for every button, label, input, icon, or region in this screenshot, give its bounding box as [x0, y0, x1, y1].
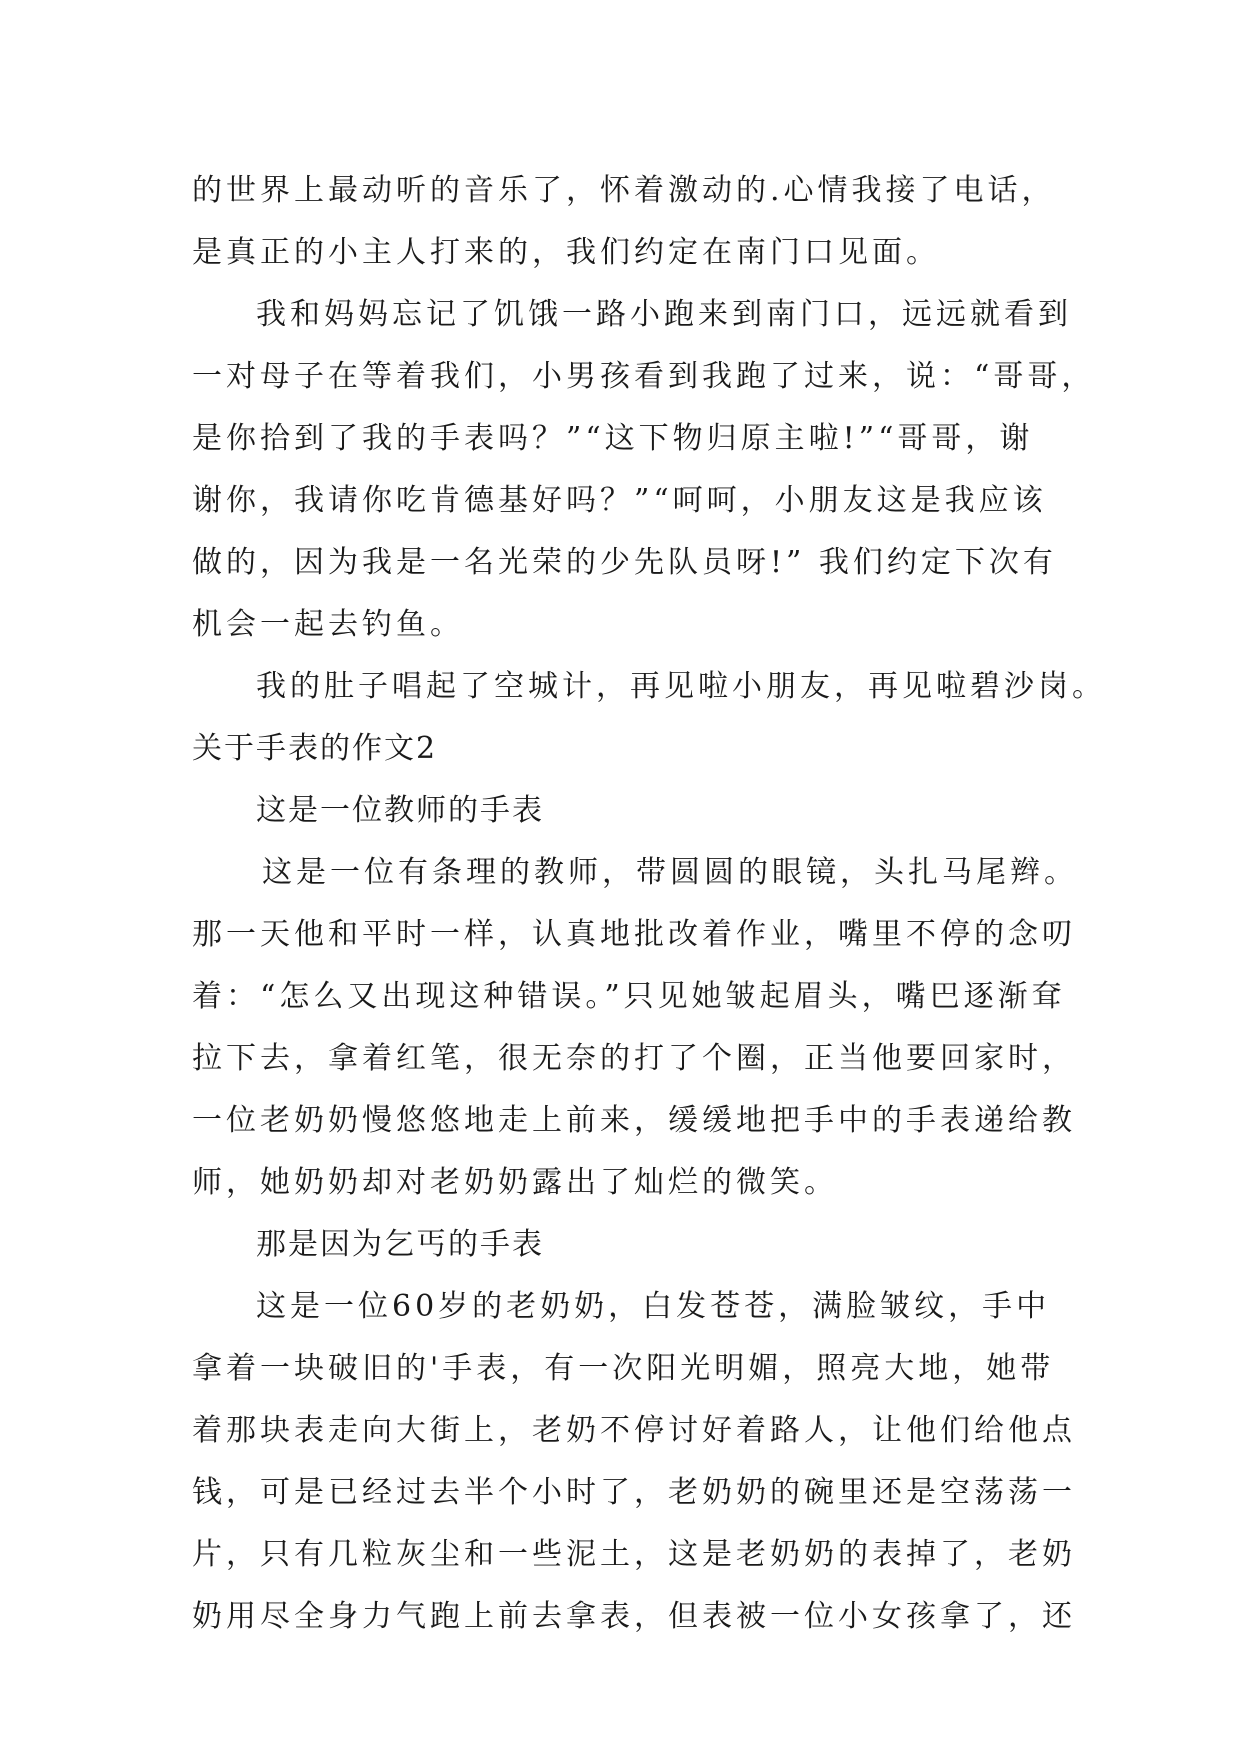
- text-line: 做的，因为我是一名光荣的少先队员呀!” 我们约定下次有: [192, 545, 1057, 580]
- text-line: 师，她奶奶却对老奶奶露出了灿烂的微笑。: [192, 1165, 838, 1200]
- essay-body: [192, 160, 1106, 1648]
- text-line: 一对母子在等着我们，小男孩看到我跑了过来，说：“哥哥，: [192, 359, 1096, 394]
- section-heading: 这是一位教师的手表: [256, 793, 544, 828]
- text-line: 机会一起去钓鱼。: [192, 607, 464, 642]
- paragraph-start: 我的肚子唱起了空城计，再见啦小朋友，再见啦碧沙岗。: [256, 669, 1106, 704]
- text-line: 谢你，我请你吃肯德基好吗？”“呵呵，小朋友这是我应该: [192, 483, 1047, 518]
- text-line: 着：“怎么又出现这种错误。”只见她皱起眉头，嘴巴逐渐耷: [192, 979, 1066, 1014]
- text-line: 是你拾到了我的手表吗？”“这下物归原主啦!”“哥哥，谢: [192, 421, 1034, 456]
- text-line: 着那块表走向大街上，老奶不停讨好着路人，让他们给他点: [192, 1413, 1076, 1448]
- text-line: 钱，可是已经过去半个小时了，老奶奶的碗里还是空荡荡一: [192, 1475, 1076, 1510]
- text-line: 奶用尽全身力气跑上前去拿表，但表被一位小女孩拿了，还: [192, 1599, 1076, 1634]
- text-line: 的世界上最动听的音乐了，怀着激动的.心情我接了电话，: [192, 173, 1056, 208]
- text-line: 拉下去，拿着红笔，很无奈的打了个圈，正当他要回家时，: [192, 1041, 1076, 1076]
- text-line: 一位老奶奶慢悠悠地走上前来，缓缓地把手中的手表递给教: [192, 1103, 1076, 1138]
- text-line: 片，只有几粒灰尘和一些泥土，这是老奶奶的表掉了，老奶: [192, 1537, 1076, 1572]
- text-line: 是真正的小主人打来的，我们约定在南门口见面。: [192, 235, 940, 270]
- essay-title: 关于手表的作文2: [192, 731, 438, 766]
- paragraph-start: 这是一位60岁的老奶奶，白发苍苍，满脸皱纹，手中: [256, 1289, 1051, 1324]
- paragraph-start: 我和妈妈忘记了饥饿一路小跑来到南门口，远远就看到: [256, 297, 1072, 332]
- text-line: 那一天他和平时一样，认真地批改着作业，嘴里不停的念叨: [192, 917, 1076, 952]
- paragraph-start: 这是一位有条理的教师，带圆圆的眼镜，头扎马尾辫。: [262, 855, 1078, 890]
- text-line: 拿着一块破旧的'手表，有一次阳光明媚，照亮大地，她带: [192, 1351, 1055, 1386]
- section-heading: 那是因为乞丐的手表: [256, 1227, 544, 1262]
